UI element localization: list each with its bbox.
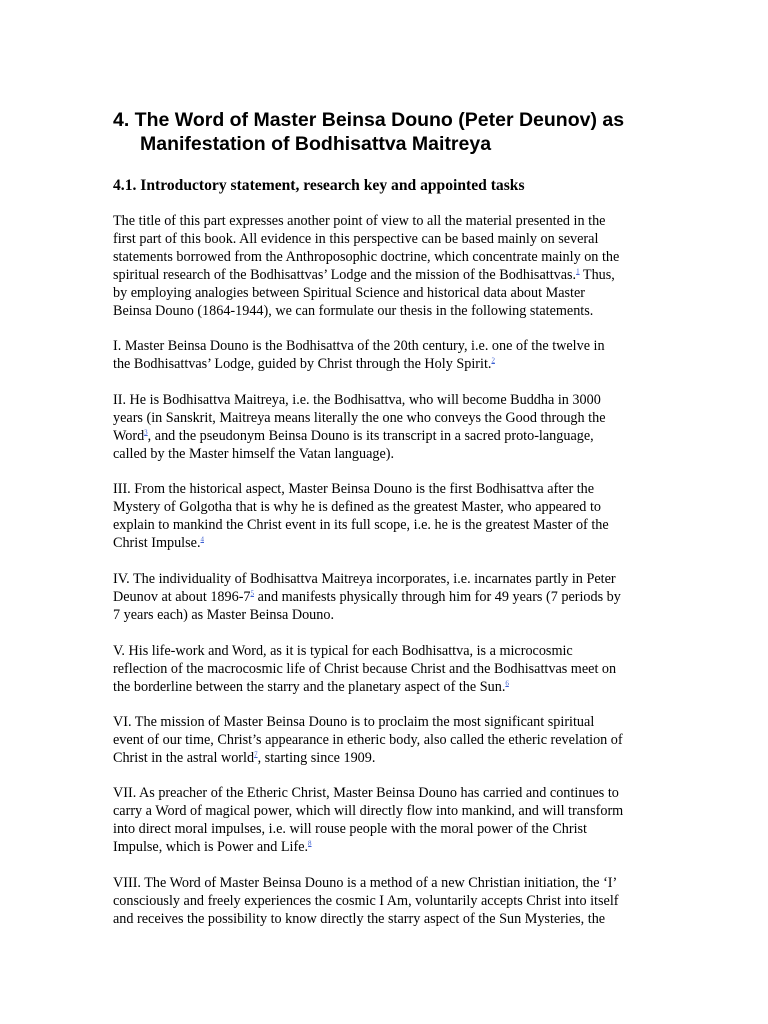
text-line [113,678,673,696]
footnote-link[interactable]: 4 [200,535,204,544]
text-line [113,427,673,445]
text-line: Mystery of Golgotha that is why he is defined as the greatest Master, who appeared to [113,499,601,515]
thesis-paragraph [113,391,673,463]
text-line: reflection of the macrocosmic life of Christ because Christ and the Bodhisattvas meet on [113,661,617,677]
footnote-link[interactable]: 6 [505,679,509,688]
text-line: and receives the possibility to know directly the starry aspect of the Sun Mysteries, the [113,911,606,927]
footnote-link[interactable]: 1 [576,267,580,276]
text-line: years (in Sanskrit, Maitreya means literally the one who conveys the Good through the [113,410,606,426]
text-line [113,355,673,373]
text-line [113,266,673,284]
text-line: I. Master Beinsa Douno is the Bodhisattva of the 20th century, i.e. one of the twelve in [113,338,605,354]
footnote-link[interactable]: 7 [254,750,258,759]
chapter-title [113,108,713,156]
thesis-paragraph [113,874,673,928]
thesis-paragraph [113,713,673,767]
text-segment: the borderline between the starry and the planetary aspect of the Sun. [113,679,506,695]
text-segment: spiritual research of the Bodhisattvas’ Lodge and the mission of the Bodhisattvas. [113,267,577,283]
footnote-link[interactable]: 5 [250,589,255,598]
thesis-paragraph [113,570,673,624]
text-segment: Deunov at about 1896-7 [113,589,251,605]
text-line: carry a Word of magical power, which will directly flow into mankind, and will transform [113,803,624,819]
text-line: explain to mankind the Christ event in its full scope, i.e. he is the greatest Master of the [113,517,609,533]
thesis-paragraph [113,337,673,373]
section-title: 4.1. Introductory statement, research key and appointed tasks [113,177,525,194]
text-line: first part of this book. All evidence in this perspective can be based mainly on several [113,231,599,247]
text-line: III. From the historical aspect, Master Beinsa Douno is the first Bodhisattva after the [113,481,595,497]
text-segment: Christ Impulse. [113,535,201,551]
chapter-title-line: 4. The Word of Master Beinsa Douno (Peter Deunov) as [113,109,625,131]
text-segment: , and the pseudonym Beinsa Douno is its transcript in a sacred proto-language, [147,428,594,444]
footnote-link[interactable]: 2 [491,356,495,365]
text-line: event of our time, Christ’s appearance in etheric body, also called the etheric revelation of [113,732,623,748]
intro-paragraph [113,212,673,320]
text-segment: Christ in the astral world [113,750,255,766]
text-line: 7 years each) as Master Beinsa Douno. [113,607,335,623]
text-line: IV. The individuality of Bodhisattva Maitreya incorporates, i.e. incarnates partly in Peter [113,571,616,587]
thesis-paragraph [113,784,673,856]
text-line [113,838,673,856]
text-line: VII. As preacher of the Etheric Christ, Master Beinsa Douno has carried and continues to [113,785,619,801]
text-segment: and manifests physically through him for 49 years (7 periods by [254,589,621,605]
text-line: consciously and freely experiences the cosmic I Am, voluntarily accepts Christ into itself [113,893,619,909]
text-line: VI. The mission of Master Beinsa Douno is to proclaim the most significant spiritual [113,714,595,730]
text-line: VIII. The Word of Master Beinsa Douno is a method of a new Christian initiation, the ‘I’ [113,875,618,891]
text-line [113,749,673,767]
thesis-paragraph [113,480,673,552]
text-line [113,588,673,606]
text-segment: Impulse, which is Power and Life. [113,839,309,855]
text-line: called by the Master himself the Vatan language). [113,446,395,462]
footnote-link[interactable]: 8 [308,839,312,848]
thesis-paragraph [113,642,673,696]
text-line: II. He is Bodhisattva Maitreya, i.e. the Bodhisattva, who will become Buddha in 3000 [113,392,601,408]
footnote-link[interactable]: 3 [144,428,148,437]
text-line: The title of this part expresses another point of view to all the material presented in the [113,213,606,229]
text-segment: Word [113,428,145,444]
text-line: by employing analogies between Spiritual Science and historical data about Master [113,285,585,301]
text-line [113,534,673,552]
text-line: V. His life-work and Word, as it is typical for each Bodhisattva, is a microcosmic [113,643,573,659]
text-line: Beinsa Douno (1864-1944), we can formulate our thesis in the following statements. [113,303,594,319]
text-line: statements borrowed from the Anthroposophic doctrine, which concentrate mainly on the [113,249,620,265]
chapter-title-line: Manifestation of Bodhisattva Maitreya [140,133,492,155]
text-segment: the Bodhisattvas’ Lodge, guided by Christ through the Holy Spirit. [113,356,492,372]
text-segment: , starting since 1909. [257,750,376,766]
text-line: into direct moral impulses, i.e. will rouse people with the moral power of the Christ [113,821,587,837]
text-segment: Thus, [579,267,615,283]
